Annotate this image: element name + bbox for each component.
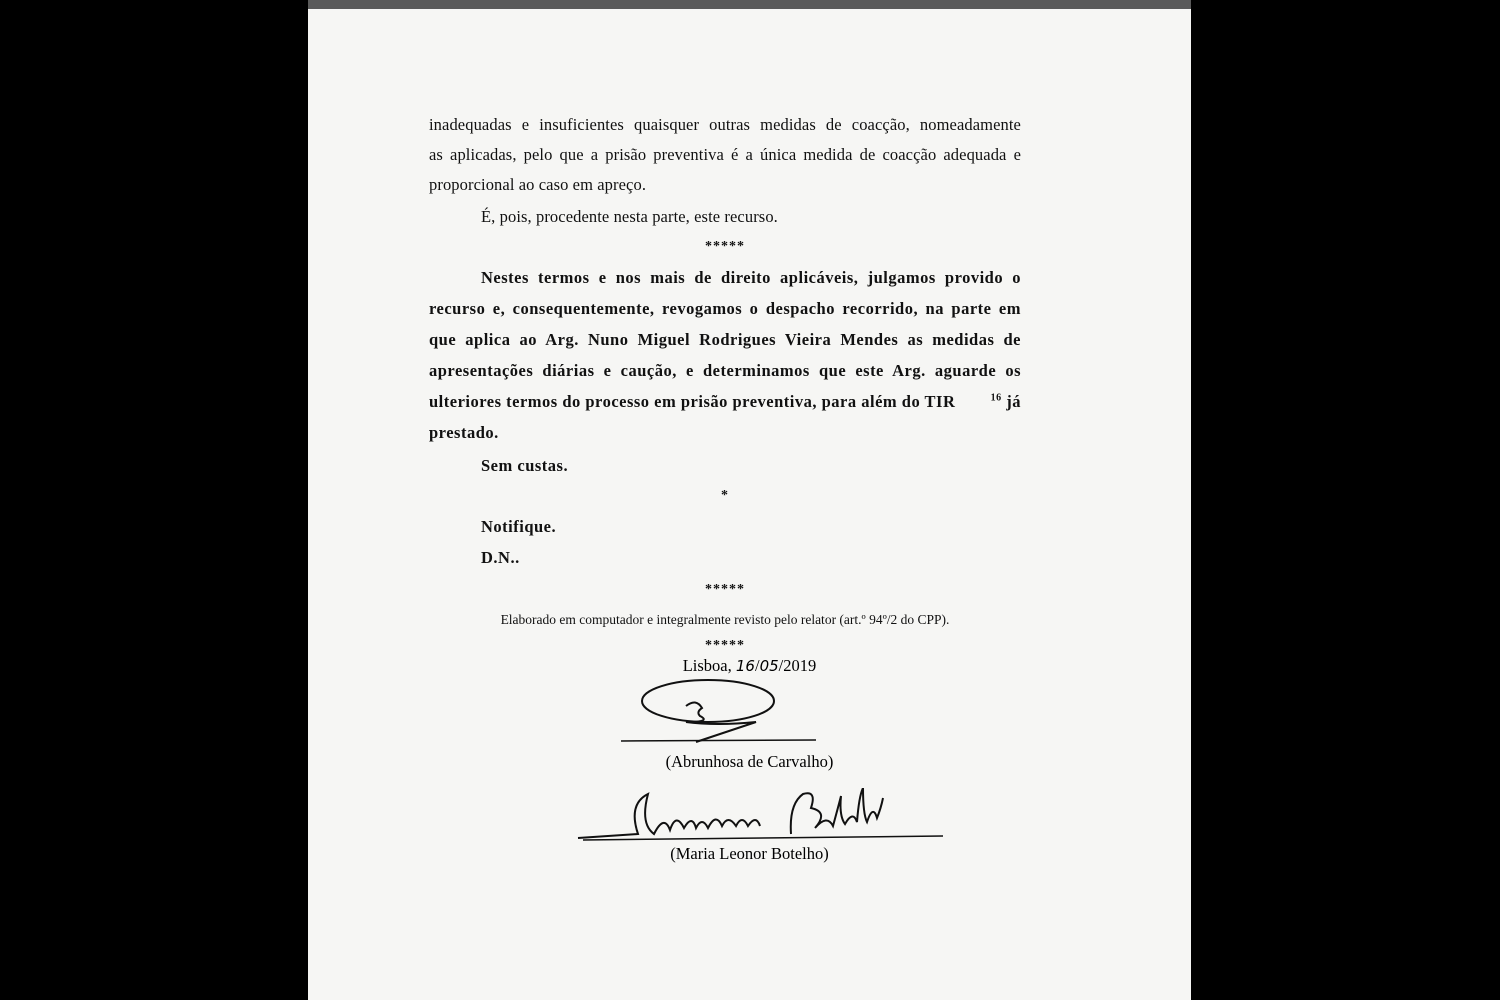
- signer-2-name: (Maria Leonor Botelho): [670, 844, 829, 863]
- date-year: 2019: [783, 656, 817, 675]
- decision-paragraph: [429, 262, 1021, 448]
- text-line: prestado.: [429, 423, 499, 442]
- costs-line: Sem custas.: [481, 456, 569, 475]
- date-slash: /: [754, 656, 760, 675]
- text-line: inadequadas e insuficientes quaisquer outras medidas de coacção, nomeadamente: [429, 115, 1021, 134]
- text-line-main: ulteriores termos do processo em prisão preventiva, para além do TIR: [429, 392, 956, 411]
- paragraph-2: É, pois, procedente nesta parte, este recurso.: [481, 207, 778, 226]
- text-line: [429, 386, 1021, 417]
- signer-1-name: (Abrunhosa de Carvalho): [665, 752, 834, 771]
- separator: *****: [705, 582, 745, 597]
- document-body: [429, 110, 1021, 657]
- notify-line: Notifique.: [481, 517, 557, 536]
- viewer-top-bar: [308, 0, 1191, 9]
- dn-line: D.N..: [481, 548, 520, 567]
- text-line: proporcional ao caso em apreço.: [429, 175, 647, 194]
- footnote-ref: 16: [990, 392, 1002, 404]
- text-line: recurso e, consequentemente, revogamos o despacho recorrido, na parte em: [429, 299, 1021, 318]
- date-slash: /: [778, 656, 784, 675]
- place: Lisboa,: [682, 656, 732, 675]
- text-line: apresentações diárias e caução, e determinamos que este Arg. aguarde os: [429, 361, 1021, 380]
- date-month: 05: [759, 657, 779, 675]
- text-line: as aplicadas, pelo que a prisão preventiva é a única medida de coacção adequada e: [429, 145, 1021, 164]
- paragraph-1: [429, 110, 1021, 200]
- text-line-end: já: [1001, 392, 1021, 411]
- document-page: [308, 0, 1191, 1000]
- separator-small: *: [721, 488, 729, 503]
- signature-abrunhosa: [616, 676, 836, 756]
- signature-botelho: [573, 788, 953, 848]
- text-line: Nestes termos e nos mais de direito aplicáveis, julgamos provido o: [481, 268, 1021, 287]
- text-line: que aplica ao Arg. Nuno Miguel Rodrigues Vieira Mendes as medidas de: [429, 330, 1021, 349]
- text-line-tail: [991, 386, 1021, 417]
- date-line: [308, 656, 1191, 676]
- separator: *****: [705, 638, 745, 653]
- authorship-note: Elaborado em computador e integralmente revisto pelo relator (art.º 94º/2 do CPP).: [500, 612, 950, 627]
- date-day: 16: [735, 657, 755, 675]
- separator: *****: [705, 239, 745, 254]
